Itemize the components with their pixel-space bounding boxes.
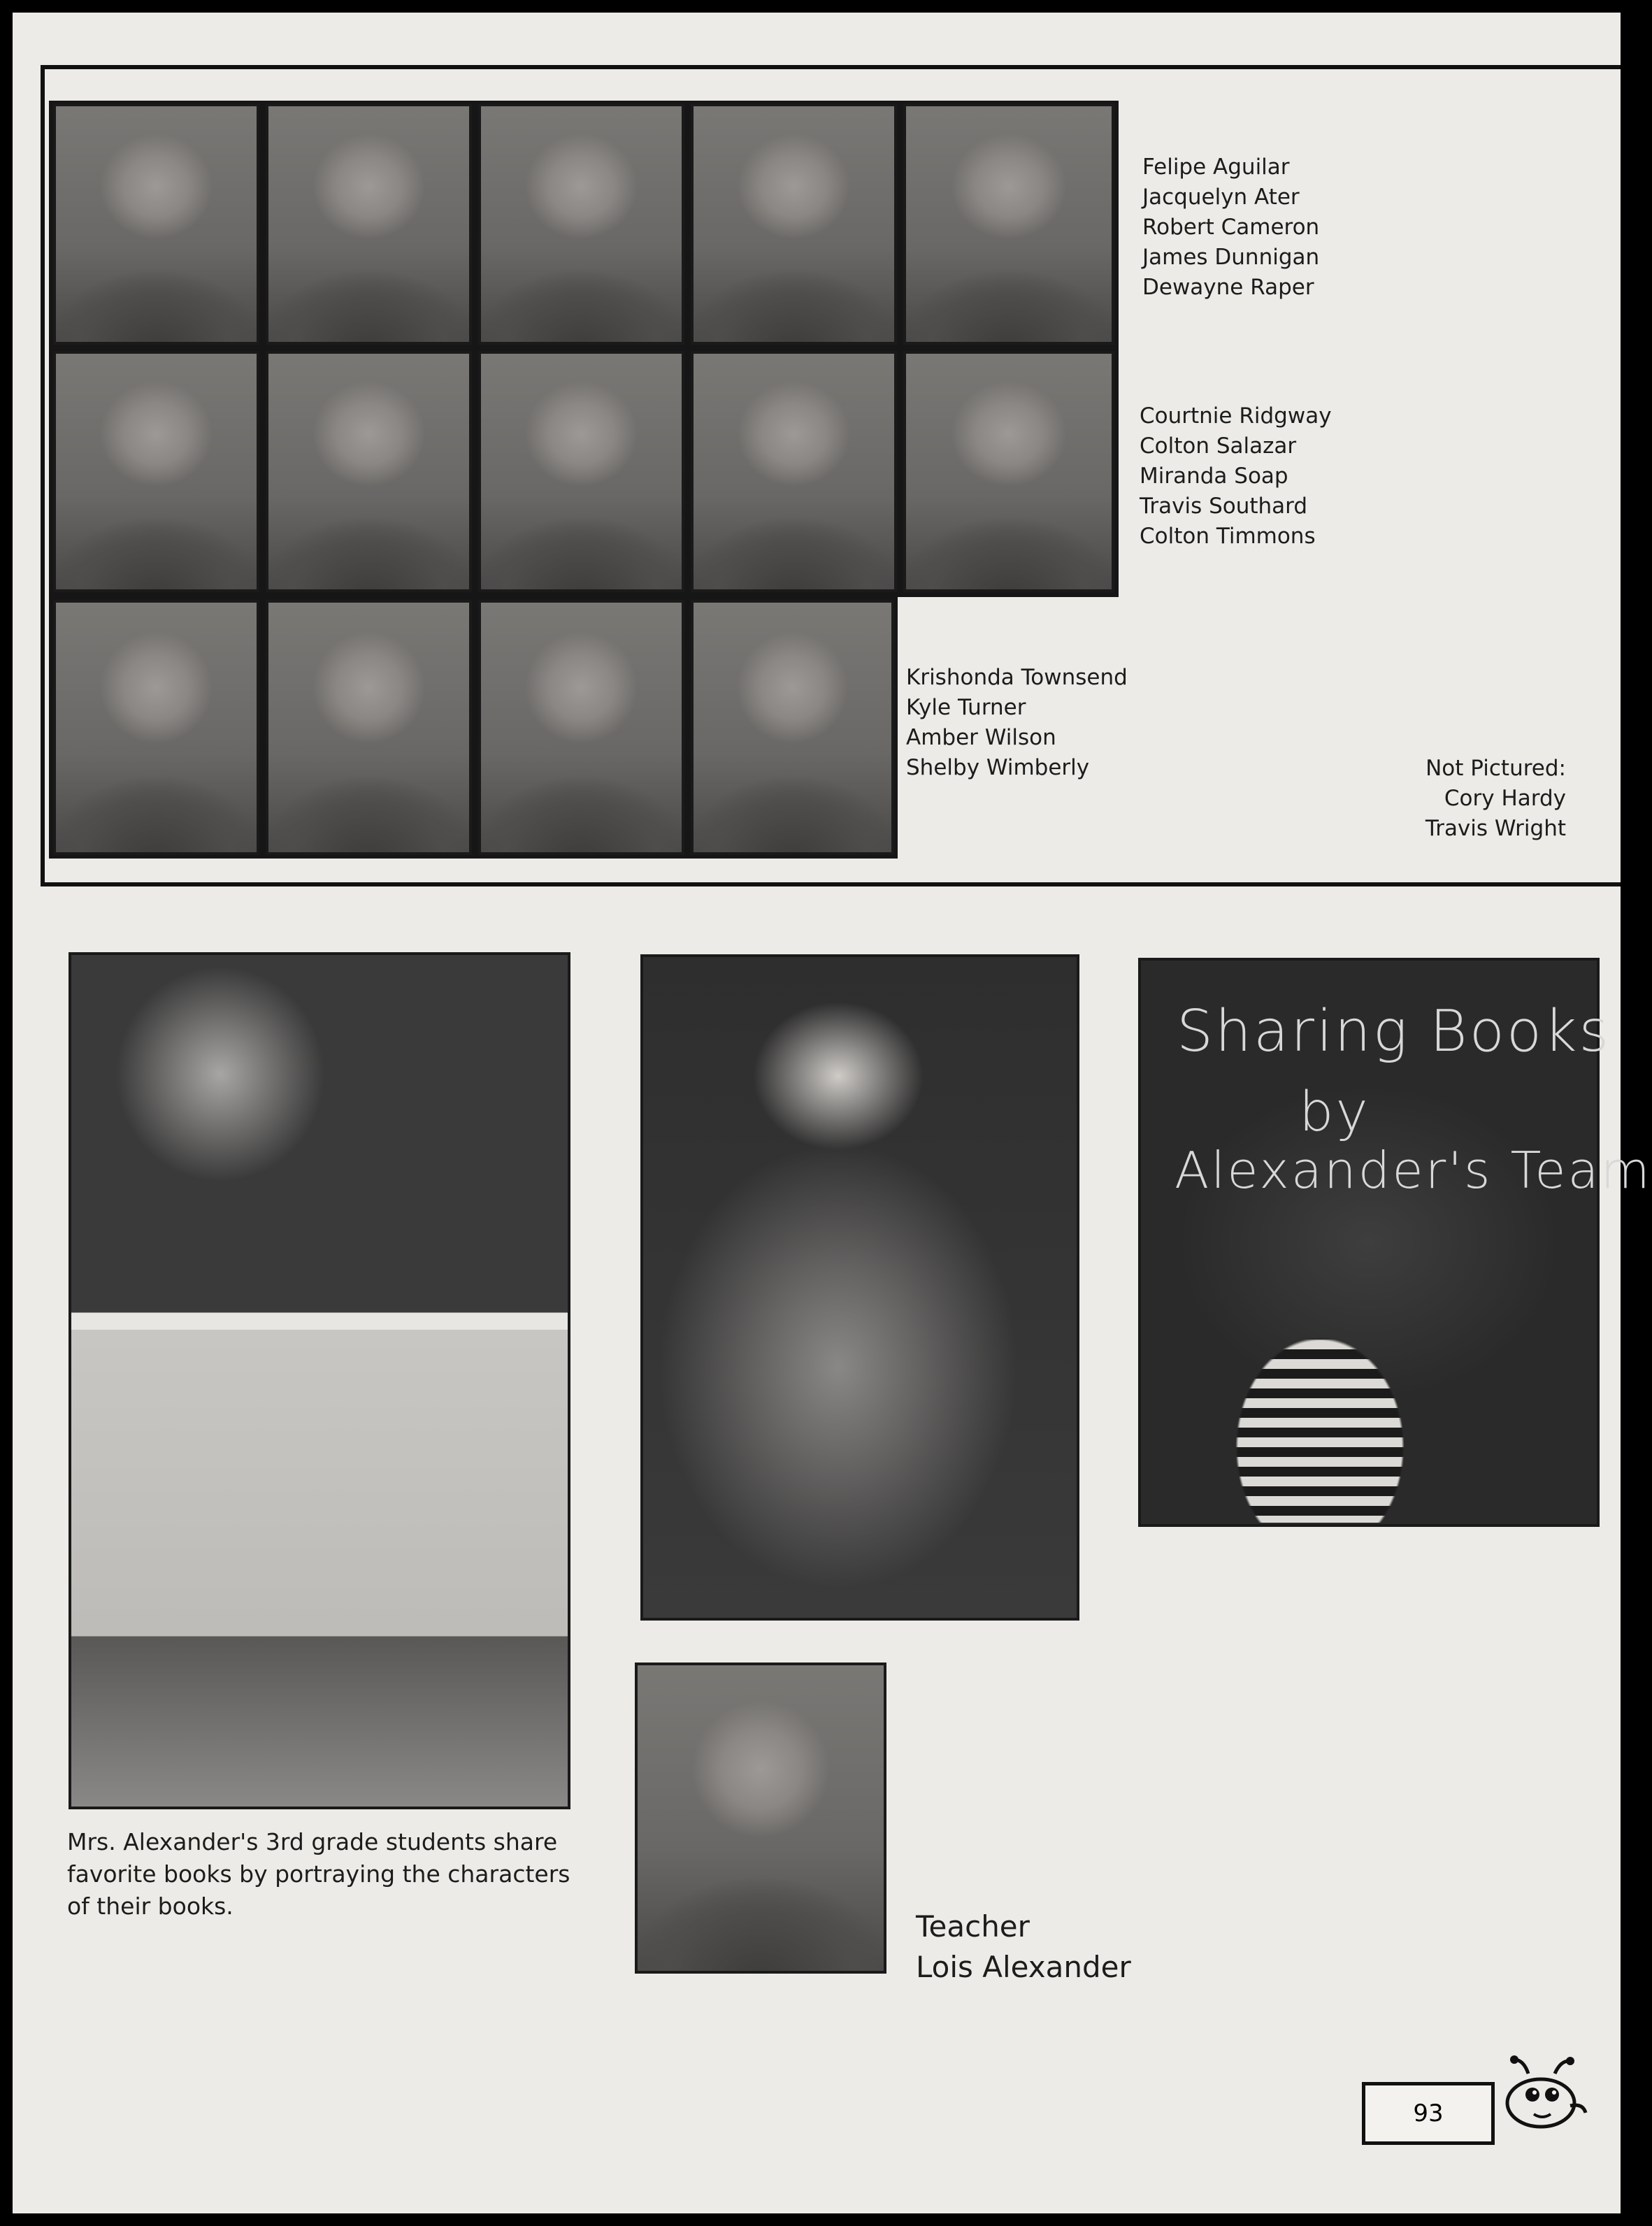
student-name: Robert Cameron bbox=[1142, 215, 1320, 240]
photo-girl-with-book bbox=[640, 954, 1079, 1621]
photo-boy-in-costume bbox=[69, 952, 570, 1809]
names-row-1 bbox=[1142, 152, 1319, 303]
bug-mascot-icon bbox=[1492, 2054, 1590, 2138]
student-name: Felipe Aguilar bbox=[1142, 155, 1290, 180]
portrait-dewayne-raper bbox=[903, 103, 1114, 345]
names-row-3 bbox=[906, 663, 1128, 783]
student-name: Jacquelyn Ater bbox=[1142, 185, 1300, 210]
teacher-name: Lois Alexander bbox=[916, 1950, 1131, 1984]
boy-silhouette bbox=[1215, 1271, 1425, 1523]
student-name: Travis Wright bbox=[1425, 816, 1566, 841]
page-number-box bbox=[1362, 2082, 1495, 2145]
student-name: Amber Wilson bbox=[906, 725, 1056, 750]
names-row-2 bbox=[1140, 401, 1332, 552]
page-number: 93 bbox=[1413, 2099, 1444, 2127]
portrait-colton-timmons bbox=[903, 351, 1114, 592]
top-frame-top-rule bbox=[41, 65, 1621, 69]
portrait-jacquelyn-ater bbox=[266, 103, 472, 345]
student-name: Krishonda Townsend bbox=[906, 665, 1128, 690]
photo-caption: Mrs. Alexander's 3rd grade students share favorite books by portraying the characters of their books. bbox=[67, 1828, 570, 1920]
chalkboard-line-3: Alexander's Team bbox=[1175, 1141, 1652, 1200]
chalkboard-line-1: Sharing Books bbox=[1177, 998, 1611, 1065]
portrait-kyle-turner bbox=[266, 600, 472, 855]
student-name: Cory Hardy bbox=[1444, 786, 1566, 811]
portrait-felipe-aguilar bbox=[53, 103, 259, 345]
portrait-courtnie-ridgway bbox=[53, 351, 259, 592]
not-pictured-label: Not Pictured: bbox=[1425, 756, 1566, 781]
not-pictured-list bbox=[1425, 754, 1566, 844]
student-name: Dewayne Raper bbox=[1142, 275, 1314, 300]
portrait-amber-wilson bbox=[478, 600, 684, 855]
portrait-colton-salazar bbox=[266, 351, 472, 592]
student-name: Courtnie Ridgway bbox=[1140, 403, 1332, 429]
top-frame-bottom-rule bbox=[41, 882, 1621, 886]
portrait-robert-cameron bbox=[478, 103, 684, 345]
student-name: Miranda Soap bbox=[1140, 464, 1288, 489]
yearbook-page bbox=[13, 13, 1652, 2213]
portrait-shelby-wimberly bbox=[691, 600, 894, 855]
chalkboard-line-2: by bbox=[1299, 1081, 1370, 1144]
portrait-james-dunnigan bbox=[691, 103, 897, 345]
portrait-miranda-soap bbox=[478, 351, 684, 592]
student-name: James Dunnigan bbox=[1142, 245, 1320, 270]
portrait-travis-southard bbox=[691, 351, 897, 592]
top-frame-left-rule bbox=[41, 65, 45, 886]
portrait-krishonda-townsend bbox=[53, 600, 259, 855]
student-name: Travis Southard bbox=[1140, 494, 1308, 519]
student-name: Colton Salazar bbox=[1140, 433, 1297, 459]
student-name: Colton Timmons bbox=[1140, 524, 1316, 549]
teacher-label: Teacher bbox=[916, 1909, 1030, 1944]
portrait-teacher bbox=[635, 1663, 886, 1974]
student-name: Kyle Turner bbox=[906, 695, 1026, 720]
student-name: Shelby Wimberly bbox=[906, 755, 1090, 780]
